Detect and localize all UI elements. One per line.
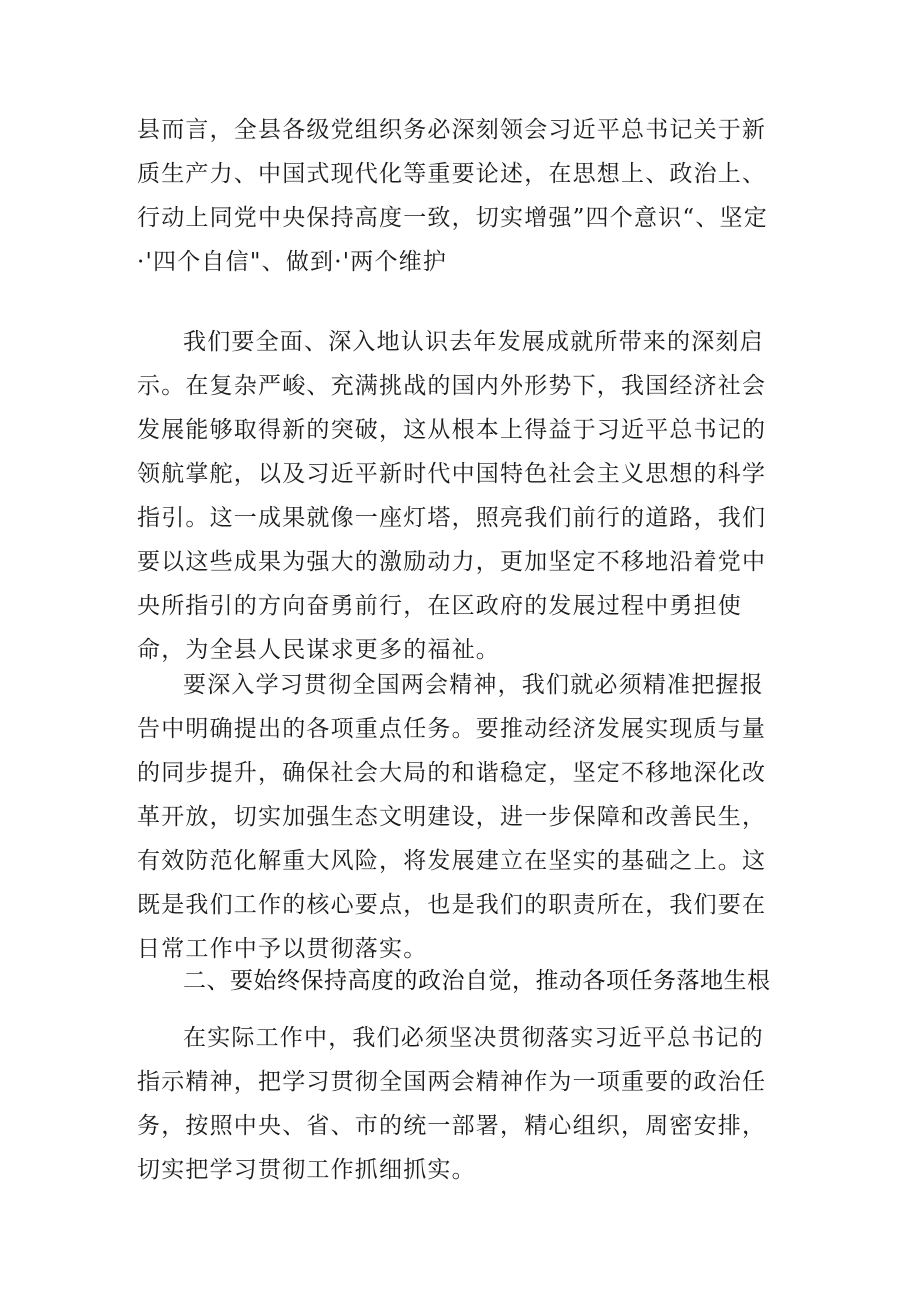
paragraph-implementation: 在实际工作中，我们必须坚决贯彻落实习近平总书记的指示精神，把学习贯彻全国两会精神作为一项重要的政治任务，按照中央、省、市的统一部署，精心组织，周密安排，切实把学习贯彻工作抓细抓实。 — [137, 1025, 767, 1183]
paragraph-continued: 县而言，全县各级党组织务必深刻领会习近平总书记关于新质生产力、中国式现代化等重要论述，在思想上、政治上、行动上同党中央保持高度一致，切实增强”四个意识“、坚定·'四个自信"、做到·'两个维护 — [137, 117, 768, 275]
paragraph-achievements: 我们要全面、深入地认识去年发展成就所带来的深刻启示。在复杂严峻、充满挑战的国内外形势下，我国经济社会发展能够取得新的突破，这从根本上得益于习近平总书记的领航掌舵，以及习近平新时代中国特色社会主义思想的科学指引。这一成果就像一座灯塔，照亮我们前行的道路，我们要以这些成果为强大的激励动力，更加坚定不移地沿着党中央所指引的方向奋勇前行，在区政府的发展过程中勇担使命，为全县人民谋求更多的福祉。 — [137, 329, 767, 663]
section-heading-two: 二、要始终保持高度的政治自觉，推动各项任务落地生根 — [183, 968, 771, 994]
paragraph-key-tasks: 要深入学习贯彻全国两会精神，我们就必须精准把握报告中明确提出的各项重点任务。要推动经济发展实现质与量的同步提升，确保社会大局的和谐稳定，坚定不移地深化改革开放，切实加强生态文明建设，进一步保障和改善民生，有效防范化解重大风险，将发展建立在坚实的基础之上。这既是我们工作的核心要点，也是我们的职责所在，我们要在日常工作中予以贯彻落实。 — [137, 672, 767, 962]
